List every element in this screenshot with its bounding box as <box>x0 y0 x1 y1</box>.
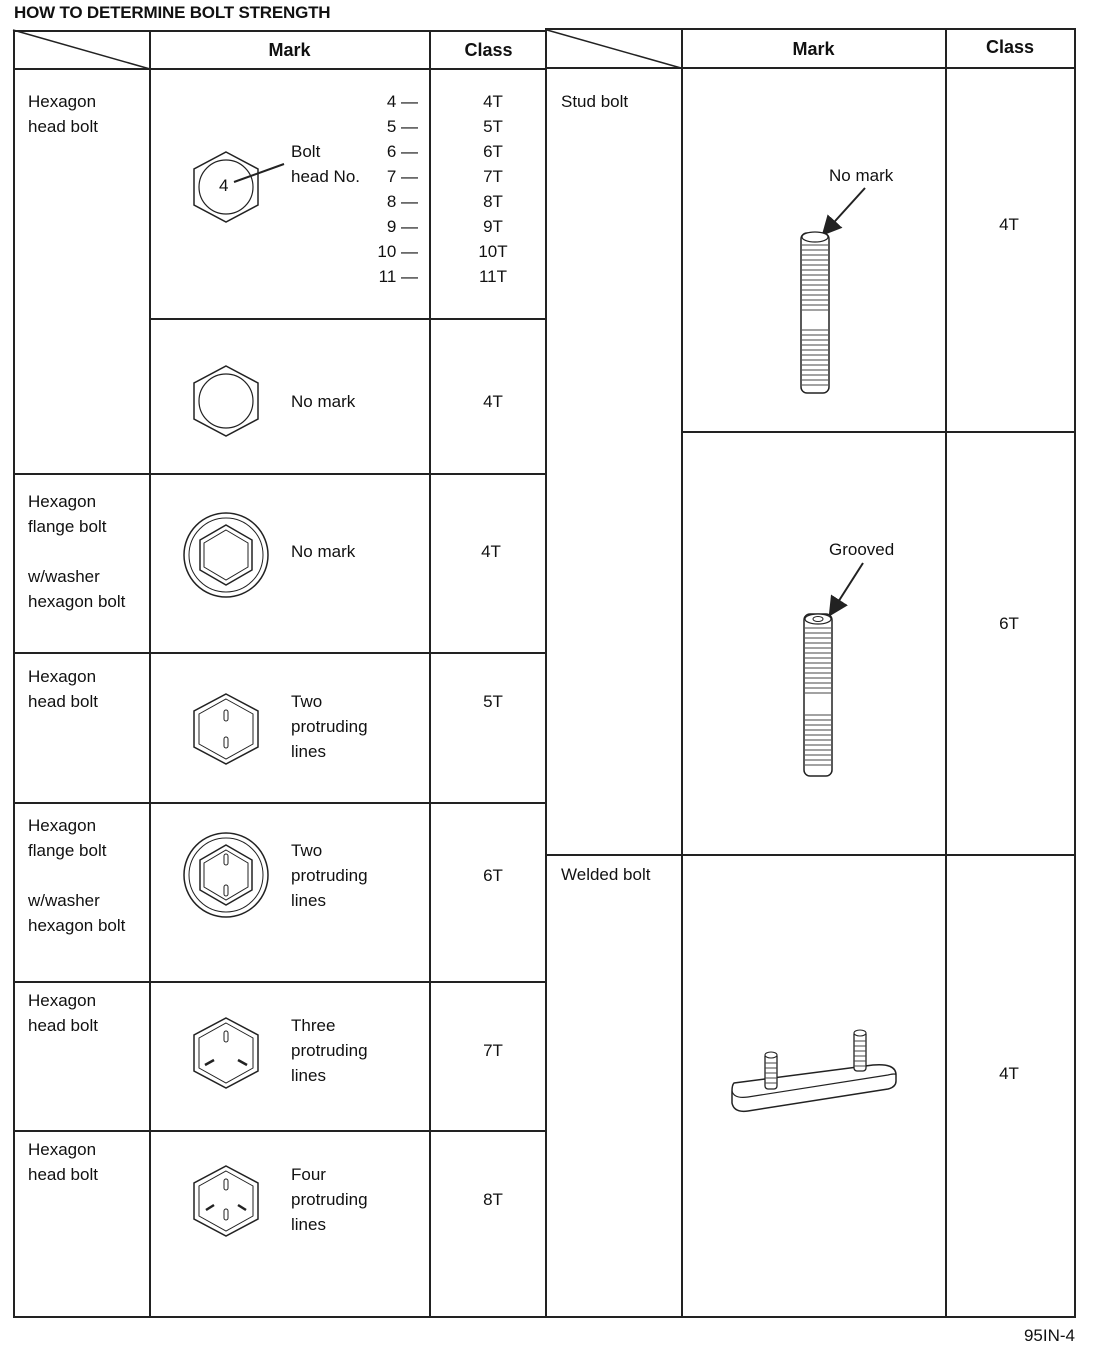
class-value: 5T <box>483 692 503 711</box>
hex-two-lines-icon <box>186 692 266 768</box>
header-diagonal-right <box>547 30 682 68</box>
right-class-header: Class <box>985 37 1035 57</box>
class-value: 6T <box>999 614 1019 633</box>
right-mark-header: Mark <box>792 39 835 59</box>
mark-label: Grooved <box>829 540 895 559</box>
class-value: 4T <box>481 542 501 561</box>
mark-label: Three protruding lines <box>291 1016 368 1085</box>
stud-bolt-grooved-icon <box>797 560 877 782</box>
head-digit: 4 <box>219 176 229 195</box>
class-value: 4T <box>999 215 1019 234</box>
stud-bolt-no-mark-icon <box>795 185 875 400</box>
hex-four-lines-icon <box>186 1164 266 1240</box>
bolt-type-label: Hexagon flange bolt w/washer hexagon bolt <box>28 492 126 611</box>
class-list: 4T 5T 6T 7T 8T 9T 10T 11T <box>478 92 508 286</box>
mark-label: Two protruding lines <box>291 692 368 761</box>
mark-label: No mark <box>829 166 894 185</box>
bolt-type-label: Hexagon head bolt <box>28 991 98 1035</box>
mark-label: Two protruding lines <box>291 841 368 910</box>
bolt-number-list: 4 — 5 — 6 — 7 — 8 — 9 — 10 — 11 — <box>377 92 418 286</box>
hex-head-plain-icon <box>186 364 266 440</box>
welded-bolt-icon <box>728 1025 903 1120</box>
bolt-type-label: Welded bolt <box>561 865 651 884</box>
page-title: HOW TO DETERMINE BOLT STRENGTH <box>14 3 331 22</box>
class-value: 4T <box>999 1064 1019 1083</box>
mark-label: Four protruding lines <box>291 1165 368 1234</box>
mark-label: No mark <box>291 392 356 411</box>
hex-head-numbered-icon <box>186 150 276 230</box>
bolt-type-label: Hexagon head bolt <box>28 92 98 136</box>
left-mark-header: Mark <box>268 40 311 60</box>
header-diagonal-left <box>13 30 150 70</box>
bolt-type-label: Hexagon head bolt <box>28 667 98 711</box>
flange-hex-two-lines-icon <box>182 832 272 922</box>
mark-label: Bolt head No. <box>291 142 360 186</box>
class-value: 8T <box>483 1190 503 1209</box>
left-class-header: Class <box>464 40 513 60</box>
bolt-type-label: Hexagon flange bolt w/washer hexagon bolt <box>28 816 126 935</box>
bolt-type-label: Hexagon head bolt <box>28 1140 98 1184</box>
class-value: 7T <box>483 1041 503 1060</box>
bolt-type-label: Stud bolt <box>561 92 629 111</box>
class-value: 4T <box>483 392 503 411</box>
hex-three-lines-icon <box>186 1016 266 1092</box>
class-value: 6T <box>483 866 503 885</box>
figure-code: 95IN-4 <box>1023 1326 1075 1345</box>
mark-label: No mark <box>291 542 356 561</box>
flange-hex-plain-icon <box>182 512 272 602</box>
